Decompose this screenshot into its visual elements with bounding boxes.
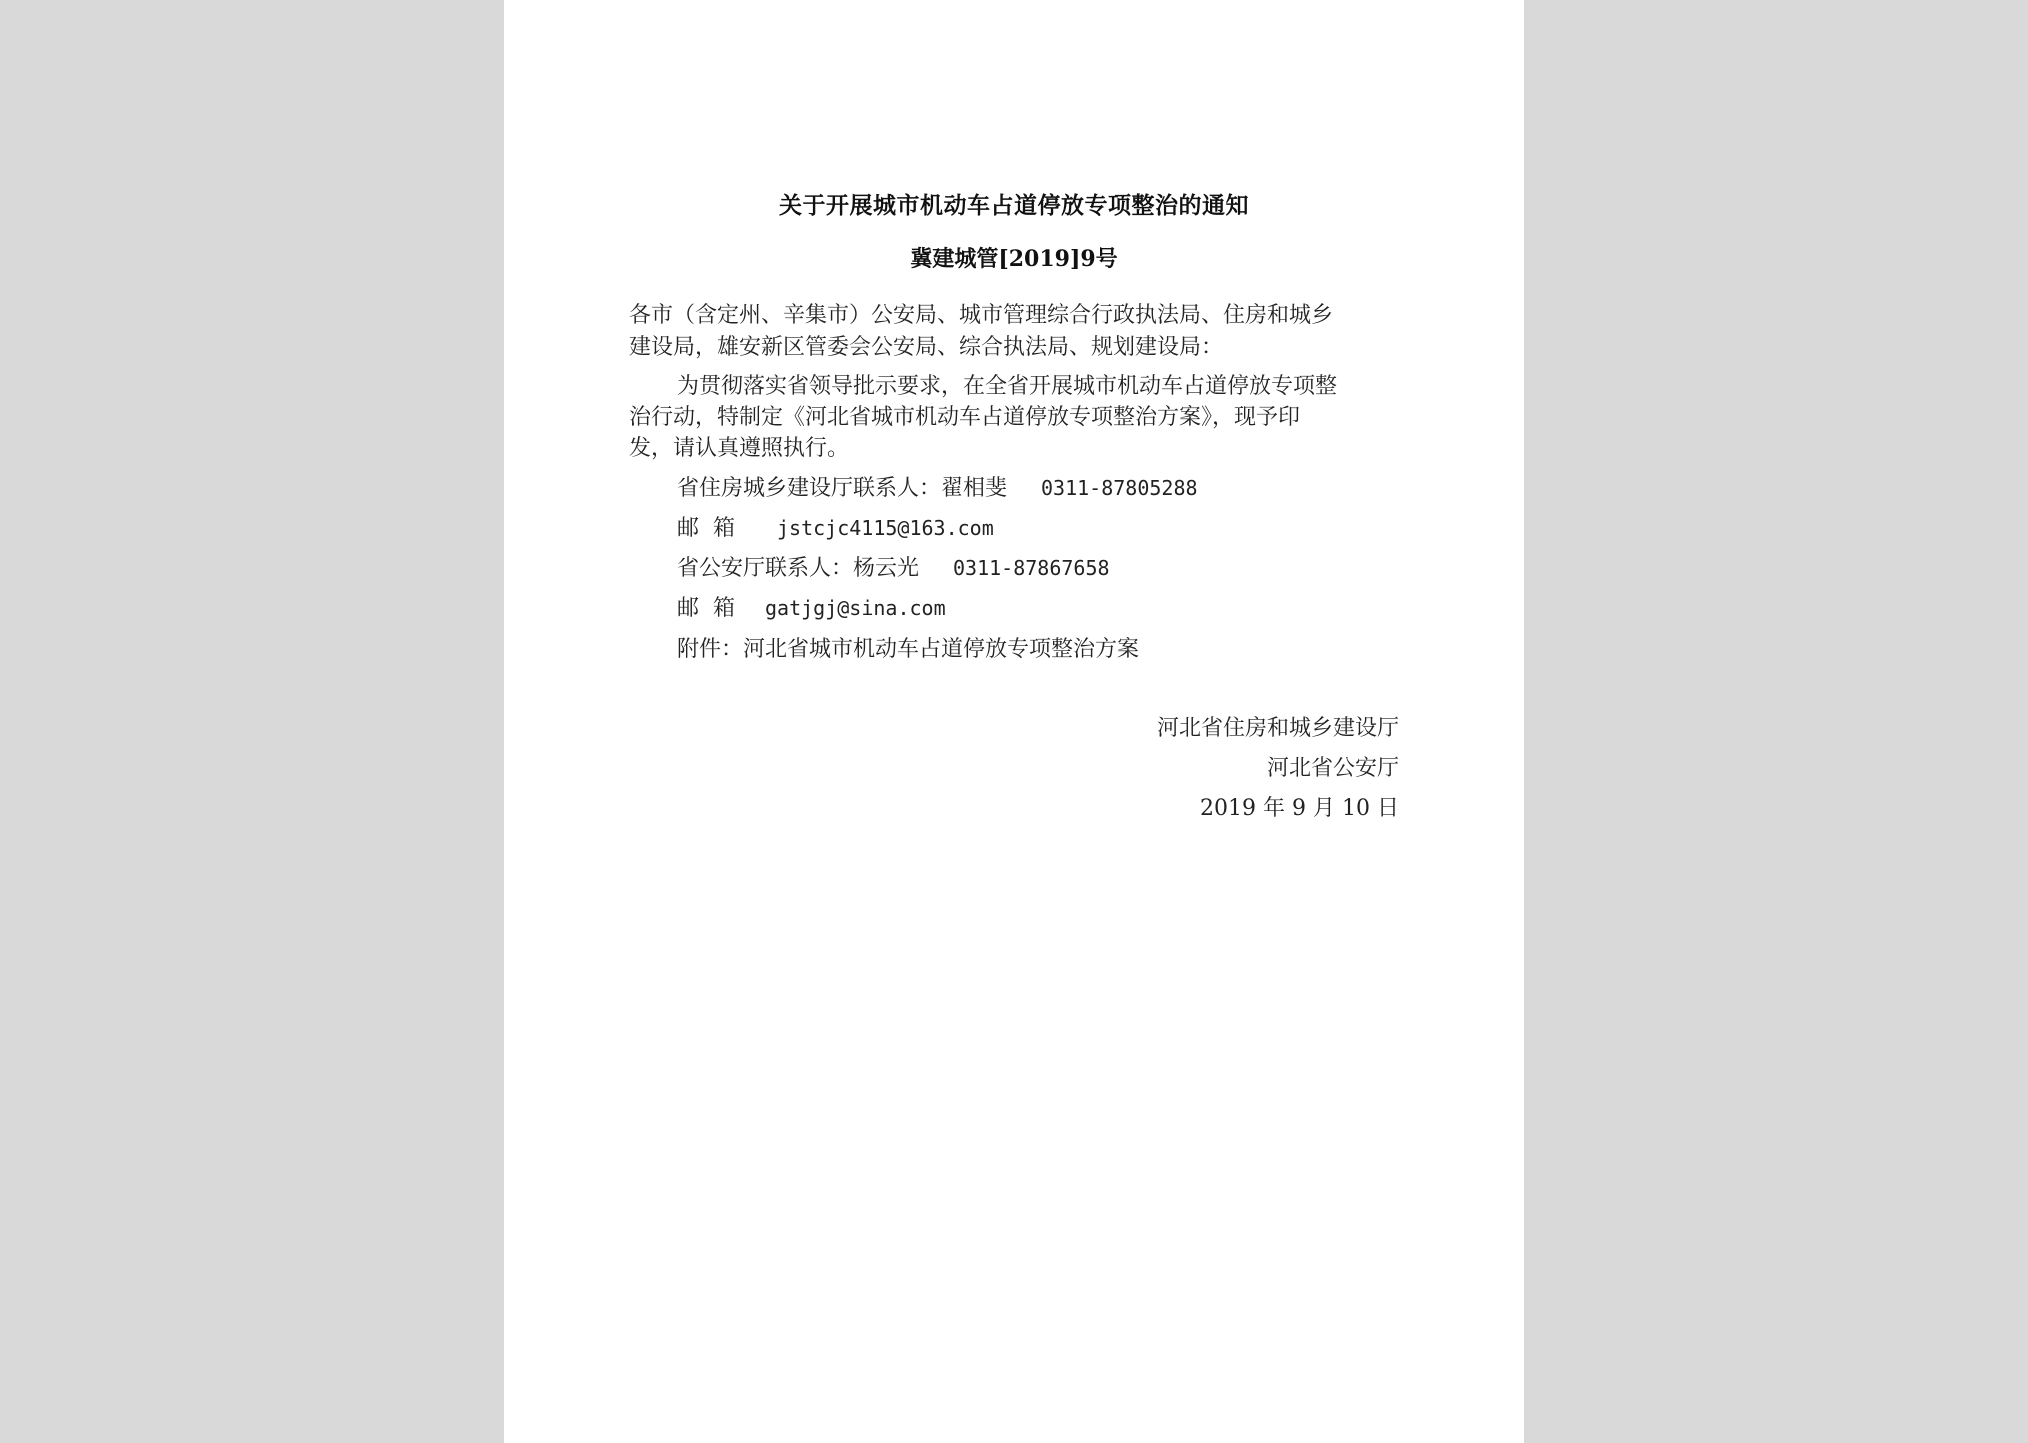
attachment-line: 附件：河北省城市机动车占道停放专项整治方案 <box>677 637 1140 662</box>
contact-2-label: 省公安厅联系人：杨云光 <box>677 556 920 581</box>
contact-2-phone: 0311-87867658 <box>953 556 1110 580</box>
email-1-label: 邮 箱 <box>677 516 735 541</box>
recipients-line-2: 建设局，雄安新区管委会公安局、综合执法局、规划建设局： <box>629 335 1224 360</box>
paragraph-line-1: 为贯彻落实省领导批示要求，在全省开展城市机动车占道停放专项整 <box>677 374 1338 399</box>
signatory-public-security: 河北省公安厅 <box>1266 756 1399 781</box>
paragraph-line-2: 治行动，特制定《河北省城市机动车占道停放专项整治方案》，现予印 <box>629 405 1301 430</box>
contact-line-1 <box>677 471 1198 502</box>
document-date: 2019 年 9 月 10 日 <box>1200 796 1399 821</box>
email-2-label: 邮 箱 <box>677 596 735 621</box>
contact-line-2 <box>677 551 1110 582</box>
email-1-value: jstcjc4115@163.com <box>777 516 994 540</box>
document-number: 冀建城管[2019]9号 <box>910 246 1118 272</box>
document-page <box>504 0 1524 1443</box>
recipients-line-1: 各市（含定州、辛集市）公安局、城市管理综合行政执法局、住房和城乡 <box>629 303 1334 328</box>
contact-1-label: 省住房城乡建设厅联系人：翟相斐 <box>677 476 1008 501</box>
paragraph-line-3: 发，请认真遵照执行。 <box>629 436 850 461</box>
signatory-housing-department: 河北省住房和城乡建设厅 <box>1156 716 1399 741</box>
email-line-2 <box>677 591 946 622</box>
email-line-1 <box>677 511 994 542</box>
email-2-value: gatjgj@sina.com <box>765 596 946 620</box>
contact-1-phone: 0311-87805288 <box>1041 476 1198 500</box>
document-title: 关于开展城市机动车占道停放专项整治的通知 <box>779 192 1249 219</box>
